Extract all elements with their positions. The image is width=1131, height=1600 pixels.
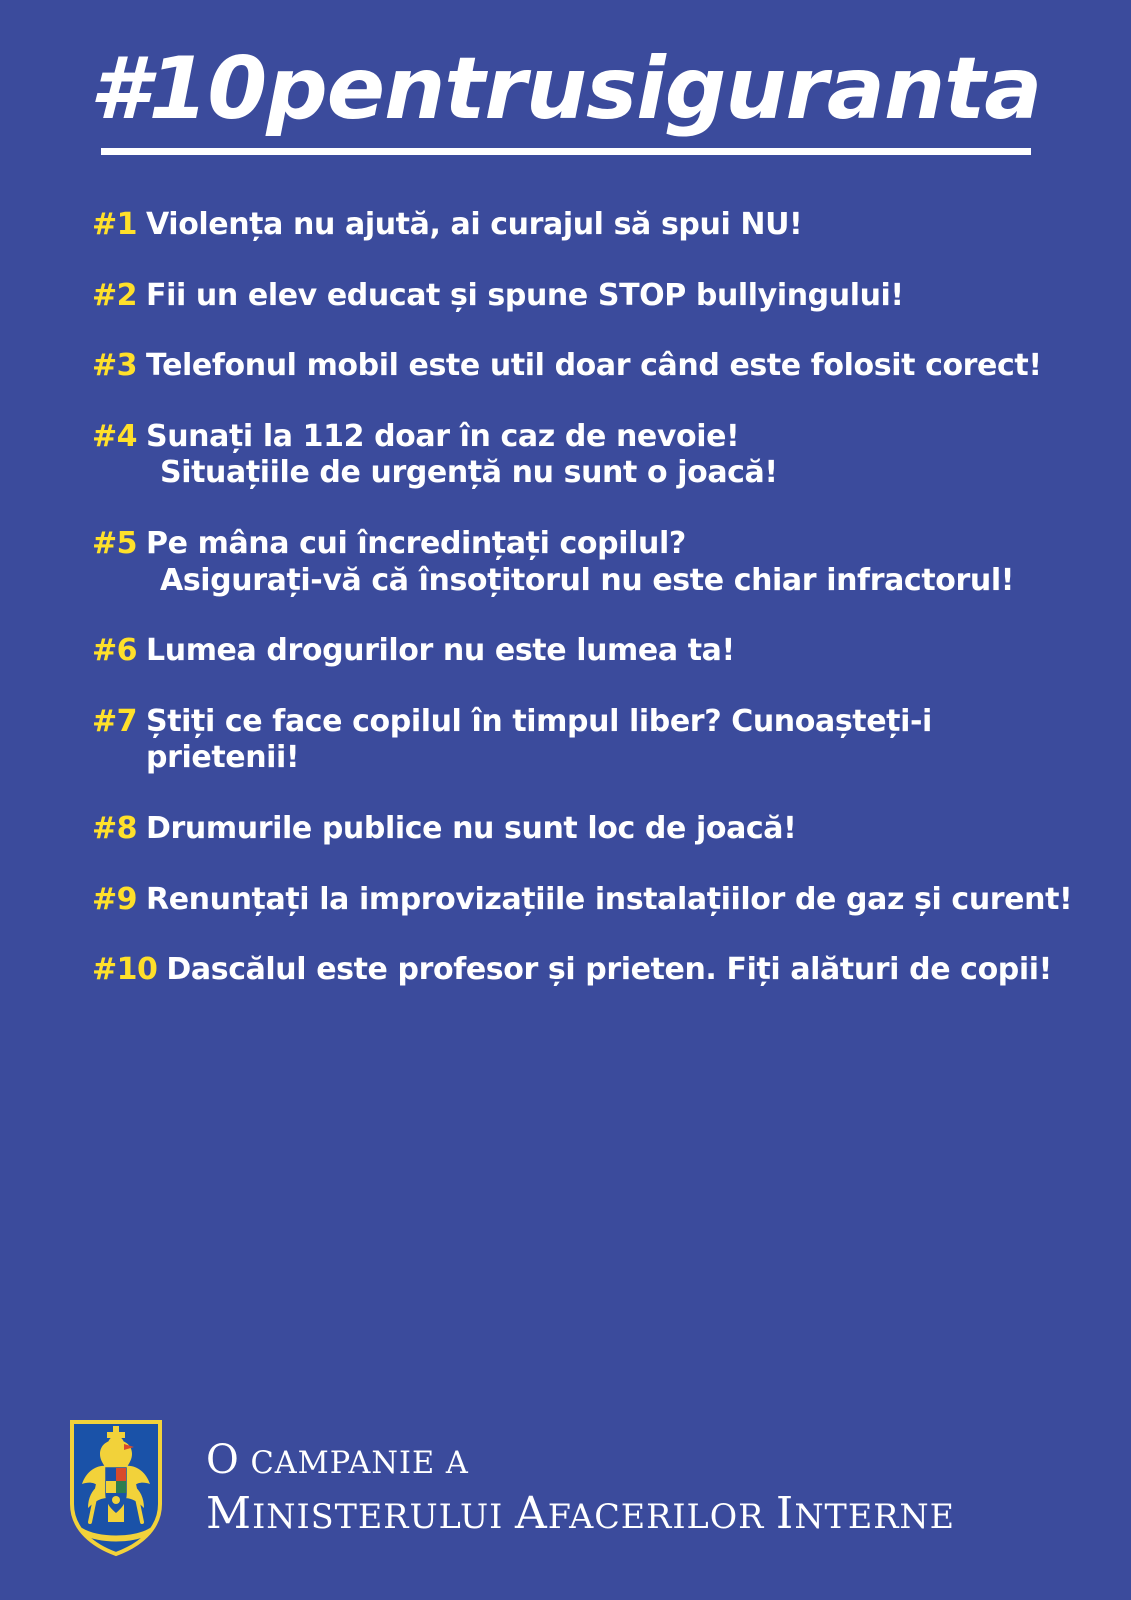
rule-number: #4 xyxy=(92,418,138,454)
rule-text xyxy=(146,526,1014,599)
rule-line-1: Violența nu ajută, ai curajul să spui NU! xyxy=(146,207,803,242)
rule-number: #8 xyxy=(92,810,138,846)
page-title: #10pentrusiguranta xyxy=(89,39,1042,139)
rule-line-1: Fii un elev educat și spune STOP bullyingului! xyxy=(146,277,904,313)
rule-text xyxy=(146,633,735,670)
rule-text xyxy=(146,882,1072,919)
rule-text xyxy=(146,278,904,315)
rule-text xyxy=(146,348,1042,385)
rule-line-1: Știți ce face copilul în timpul liber? Cunoașteți-i prietenii! xyxy=(146,703,932,776)
rule-line-1: Telefonul mobil este util doar când este folosit corect! xyxy=(146,348,1042,384)
list-item xyxy=(92,952,1091,989)
rule-line-1: Dascălul este profesor și prieten. Fiți alături de copii! xyxy=(166,952,1052,988)
romanian-coat-of-arms-icon xyxy=(68,1418,164,1558)
rule-text xyxy=(166,952,1052,989)
rule-text xyxy=(146,207,802,244)
rule-line-2: Asigurați-vă că însoțitorul nu este chiar infractorul! xyxy=(160,562,1014,598)
rule-number: #9 xyxy=(92,881,138,917)
list-item xyxy=(92,207,1091,244)
rule-number: #3 xyxy=(92,348,138,384)
rule-line-1: Sunați la 112 doar în caz de nevoie! xyxy=(146,418,740,454)
list-item xyxy=(92,882,1091,919)
list-item xyxy=(92,278,1091,315)
list-item xyxy=(92,704,1091,777)
poster-header xyxy=(0,0,1131,155)
footer-line-1: O CAMPANIE A xyxy=(206,1436,469,1483)
rule-number: #2 xyxy=(92,277,138,313)
rule-number: #5 xyxy=(92,525,138,561)
list-item xyxy=(92,526,1091,599)
list-item xyxy=(92,419,1091,492)
rule-text xyxy=(146,811,796,848)
list-item xyxy=(92,811,1091,848)
footer-credit xyxy=(206,1438,955,1538)
rule-line-1: Pe mâna cui încredințați copilul? xyxy=(146,525,686,561)
rule-line-1: Drumurile publice nu sunt loc de joacă! xyxy=(146,810,797,846)
rule-line-1: Lumea drogurilor nu este lumea ta! xyxy=(146,633,735,669)
rule-number: #6 xyxy=(92,633,138,669)
list-item xyxy=(92,633,1091,670)
rule-line-1: Renunțați la improvizațiile instalațiilor de gaz și curent! xyxy=(146,881,1073,917)
rules-list xyxy=(0,207,1131,1412)
rule-number: #10 xyxy=(92,952,158,988)
poster-footer xyxy=(0,1418,1131,1600)
rule-number: #7 xyxy=(92,703,138,739)
footer-line-2: MINISTERULUI AFACERILOR INTERNE xyxy=(206,1487,956,1539)
rule-number: #1 xyxy=(92,207,138,242)
title-underline xyxy=(101,148,1031,155)
rule-text xyxy=(146,704,1091,777)
rule-line-2: Situațiile de urgență nu sunt o joacă! xyxy=(160,455,778,491)
list-item xyxy=(92,348,1091,385)
rule-text xyxy=(146,419,778,492)
